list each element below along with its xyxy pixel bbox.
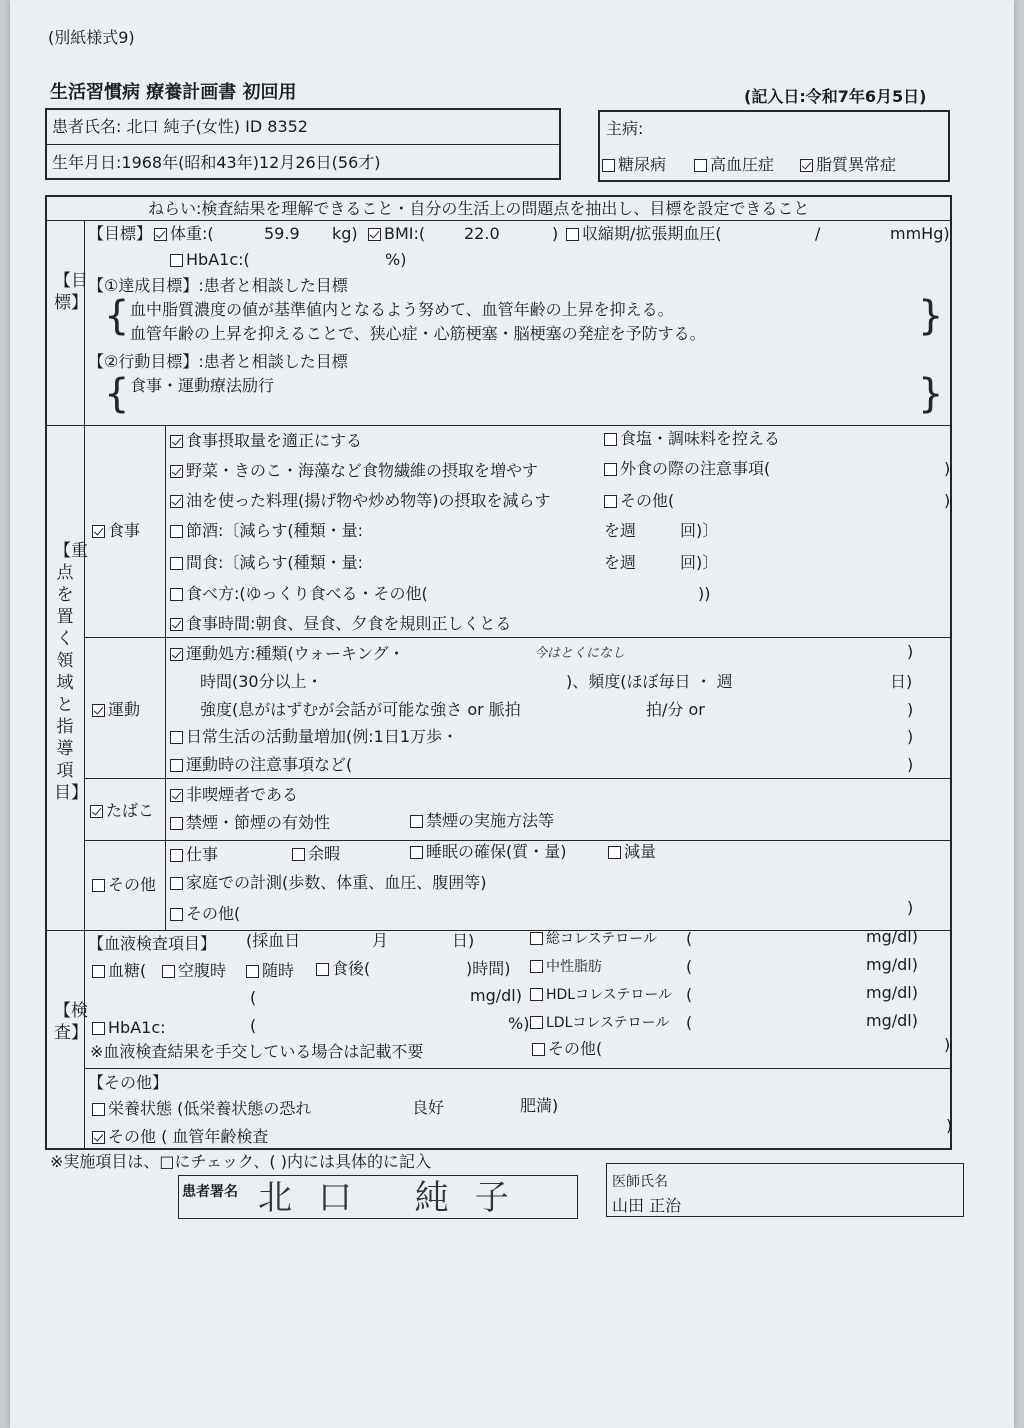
goals-side-label: 【目標】: [54, 271, 88, 313]
checkbox-checked[interactable]: [92, 1131, 105, 1144]
form-number: (別紙様式9): [48, 28, 135, 47]
paren-open: (: [686, 1013, 693, 1032]
exam-note: ※血液検査結果を手交している場合は記載不要: [90, 1042, 424, 1061]
checkbox-checked[interactable]: [368, 228, 381, 241]
paren-close: ): [944, 491, 951, 510]
paren-close: ): [907, 727, 914, 746]
nutrition-status[interactable]: 栄養状態 (低栄養状態の恐れ: [92, 1099, 311, 1119]
other-home[interactable]: 家庭での計測(歩数、体重、血圧、腹囲等): [170, 873, 487, 893]
diet-right-2[interactable]: 外食の際の注意事項(: [604, 459, 770, 479]
unit-mgdl: mg/dl): [866, 955, 918, 974]
paren-close: ): [946, 1116, 953, 1135]
disease-dyslipidemia[interactable]: 脂質異常症: [800, 155, 896, 175]
blood-head: 【血液検査項目】: [88, 934, 217, 953]
exam-other-head: 【その他】: [88, 1073, 169, 1092]
exercise-freq: )、頻度(ほぼ毎日 ・ 週: [566, 672, 733, 691]
checkbox-checked[interactable]: [170, 465, 183, 478]
goal-bp-unit: mmHg): [890, 224, 950, 243]
checkbox[interactable]: [92, 1103, 105, 1116]
exam-side-label: 【検査】: [54, 1001, 88, 1043]
other-leisure[interactable]: 余暇: [292, 844, 340, 864]
checkbox[interactable]: [530, 932, 543, 945]
checkbox[interactable]: [292, 848, 305, 861]
exercise-intensity-mid: 拍/分 or: [646, 700, 705, 719]
brace-right: }: [918, 293, 944, 339]
diet-label[interactable]: 食事: [92, 521, 140, 541]
checkbox[interactable]: [170, 731, 183, 744]
checkbox[interactable]: [170, 877, 183, 890]
glucose-paren: (: [250, 988, 257, 1007]
divider: [46, 220, 951, 221]
disease-hypertension[interactable]: 高血圧症: [694, 155, 774, 175]
checkbox-checked[interactable]: [170, 618, 183, 631]
doctor-name: 山田 正治: [612, 1196, 682, 1215]
brace-left: {: [104, 371, 130, 417]
checkbox[interactable]: [170, 557, 183, 570]
exam-total-chol[interactable]: 総コレステロール: [530, 929, 657, 949]
goal-weight-value: 59.9: [264, 224, 300, 243]
patient-dob: 生年月日:1968年(昭和43年)12月26日(56才): [52, 153, 381, 172]
tobacco-label[interactable]: たばこ: [90, 801, 154, 821]
checkbox[interactable]: [602, 159, 615, 172]
checkbox[interactable]: [92, 879, 105, 892]
checkbox-checked[interactable]: [92, 704, 105, 717]
checkbox[interactable]: [608, 846, 621, 859]
checkbox-checked[interactable]: [800, 159, 813, 172]
checkbox-checked[interactable]: [154, 228, 167, 241]
divider: [165, 425, 166, 930]
other-work[interactable]: 仕事: [170, 845, 218, 865]
tobacco-method[interactable]: 禁煙の実施方法等: [410, 811, 554, 831]
alcohol-week: を週: [604, 521, 637, 540]
exam-hdl[interactable]: HDLコレステロール: [530, 985, 672, 1005]
page-title: 生活習慣病 療養計画書 初回用: [50, 82, 297, 103]
exam-ldl[interactable]: LDLコレステロール: [530, 1013, 669, 1033]
paren-open: (: [686, 929, 693, 948]
paren-open: (: [686, 957, 693, 976]
snack-week: を週: [604, 553, 637, 572]
paren-close: ): [907, 755, 914, 774]
exercise-time: 時間(30分以上・: [200, 672, 323, 691]
other-other[interactable]: その他(: [170, 904, 240, 924]
other-weight-loss[interactable]: 減量: [608, 842, 656, 862]
divider: [84, 840, 951, 841]
checkbox[interactable]: [410, 815, 423, 828]
glucose-random[interactable]: 随時: [246, 961, 294, 981]
checkbox-checked[interactable]: [170, 435, 183, 448]
entry-date: (記入日:令和7年6月5日): [744, 87, 927, 106]
exam-hba1c[interactable]: HbA1c:: [92, 1018, 166, 1038]
checkbox[interactable]: [170, 525, 183, 538]
glucose[interactable]: 血糖(: [92, 961, 146, 981]
checkbox-checked[interactable]: [170, 648, 183, 661]
checkbox-checked[interactable]: [92, 525, 105, 538]
paren-close: ): [907, 898, 914, 917]
achieve-head: 【①達成目標】:患者と相談した目標: [88, 276, 348, 295]
glucose-hours: )時間): [466, 959, 511, 978]
hba1c-unit: %): [508, 1014, 530, 1033]
divider: [84, 778, 951, 779]
glucose-fasting[interactable]: 空腹時: [162, 961, 226, 981]
patient-name: 患者氏名: 北口 純子(女性) ID 8352: [52, 117, 308, 136]
paren-close: ): [944, 459, 951, 478]
exercise-daily[interactable]: 日常生活の活動量増加(例:1日1万歩・: [170, 727, 458, 747]
checkbox[interactable]: [532, 1043, 545, 1056]
paren-open: (: [686, 985, 693, 1004]
checkbox[interactable]: [92, 1022, 105, 1035]
glucose-unit: mg/dl): [470, 986, 522, 1005]
unit-mgdl: mg/dl): [866, 1011, 918, 1030]
unit-mgdl: mg/dl): [866, 983, 918, 1002]
checkbox[interactable]: [170, 759, 183, 772]
checkbox-checked[interactable]: [170, 495, 183, 508]
goal-hba1c-unit: %): [385, 250, 407, 269]
unit-mgdl: mg/dl): [866, 927, 918, 946]
exam-triglyceride[interactable]: 中性脂肪: [530, 957, 602, 977]
checkbox[interactable]: [162, 965, 175, 978]
patient-sign-label: 患者署名: [182, 1184, 238, 1200]
paren-close: ): [944, 1035, 951, 1054]
eating-close: )): [698, 584, 711, 603]
sampling-date: (採血日: [246, 931, 301, 950]
diet-item-2[interactable]: 野菜・きのこ・海藻など食物繊維の摂取を増やす: [170, 461, 538, 481]
checkbox[interactable]: [566, 228, 579, 241]
checkbox[interactable]: [604, 463, 617, 476]
divider: [46, 144, 560, 145]
checkbox-checked[interactable]: [90, 805, 103, 818]
paren-close: ): [907, 700, 914, 719]
doctor-label: 医師氏名: [612, 1174, 668, 1190]
handwritten-note: 今はとくになし: [534, 646, 626, 661]
tobacco-effect[interactable]: 禁煙・節煙の有効性: [170, 813, 330, 833]
goal-bmi[interactable]: BMI:(: [368, 224, 425, 244]
achieve-line-2: 血管年齢の上昇を抑えることで、狭心症・心筋梗塞・脳梗塞の発症を予防する。: [130, 324, 706, 343]
goal-weight[interactable]: 体重:(: [154, 224, 214, 244]
goals-head: 【目標】: [88, 224, 153, 243]
exam-other[interactable]: その他(: [532, 1039, 602, 1059]
goal-bmi-close: ): [552, 224, 559, 243]
checkbox[interactable]: [604, 433, 617, 446]
checkbox[interactable]: [316, 963, 329, 976]
paren-close: ): [907, 642, 914, 661]
tobacco-nonsmoker[interactable]: 非喫煙者である: [170, 785, 298, 805]
brace-left: {: [104, 293, 130, 339]
checkbox[interactable]: [530, 988, 543, 1001]
nutrition-obese: 肥満): [520, 1096, 559, 1115]
sampling-day: 日): [452, 931, 475, 950]
nutrition-good: 良好: [412, 1098, 445, 1117]
disease-diabetes[interactable]: 糖尿病: [602, 155, 666, 175]
goal-bp-slash: /: [815, 224, 821, 243]
goal-hba1c[interactable]: HbA1c:(: [170, 250, 250, 270]
brace-right: }: [918, 371, 944, 417]
exercise-intensity: 強度(息がはずむが会話が可能な強さ or 脈拍: [200, 700, 521, 719]
diet-alcohol[interactable]: 節酒:〔減らす(種類・量:: [170, 521, 363, 541]
diet-item-1[interactable]: 食事摂取量を適正にする: [170, 431, 362, 451]
checkbox[interactable]: [694, 159, 707, 172]
exercise-prescription[interactable]: 運動処方:種類(ウォーキング・: [170, 644, 405, 664]
checkbox[interactable]: [530, 960, 543, 973]
patient-signature: 北口 純子: [258, 1178, 535, 1218]
disease-label: 主病:: [606, 119, 644, 138]
divider: [84, 1068, 951, 1069]
goal-bmi-value: 22.0: [464, 224, 500, 243]
exercise-freq-close: 日): [890, 672, 913, 691]
exercise-label[interactable]: 運動: [92, 700, 140, 720]
diet-right-3[interactable]: その他(: [604, 491, 674, 511]
checkbox[interactable]: [410, 846, 423, 859]
focus-side-label: 【重点を置く領域と指導項目】: [54, 541, 88, 803]
hba1c-paren: (: [250, 1016, 257, 1035]
snack-times: 回)〕: [680, 553, 719, 572]
checkbox[interactable]: [170, 908, 183, 921]
exam-other-item[interactable]: その他 ( 血管年齢検査: [92, 1127, 268, 1147]
divider: [84, 637, 951, 638]
checkbox[interactable]: [170, 588, 183, 601]
action-line: 食事・運動療法励行: [130, 376, 275, 395]
aim-text: ねらい:検査結果を理解できること・自分の生活上の問題点を抽出し、目標を設定できること: [148, 199, 810, 218]
checkbox[interactable]: [92, 965, 105, 978]
other-label[interactable]: その他: [92, 875, 156, 895]
diet-right-1[interactable]: 食塩・調味料を控える: [604, 429, 780, 449]
goal-bp[interactable]: 収縮期/拡張期血圧(: [566, 224, 722, 244]
checkbox[interactable]: [170, 817, 183, 830]
alcohol-times: 回)〕: [680, 521, 719, 540]
diet-item-3[interactable]: 油を使った料理(揚げ物や炒め物等)の摂取を減らす: [170, 491, 551, 511]
goal-weight-unit: kg): [332, 224, 358, 243]
exercise-caution[interactable]: 運動時の注意事項など(: [170, 755, 352, 775]
checkbox-checked[interactable]: [170, 789, 183, 802]
other-sleep[interactable]: 睡眠の確保(質・量): [410, 842, 567, 862]
divider: [46, 930, 951, 931]
footer-note: ※実施項目は、□にチェック、( )内には具体的に記入: [50, 1152, 431, 1171]
sampling-month: 月: [372, 931, 389, 950]
checkbox[interactable]: [530, 1016, 543, 1029]
diet-eating[interactable]: 食べ方:(ゆっくり食べる・その他(: [170, 584, 428, 604]
checkbox[interactable]: [246, 965, 259, 978]
divider: [46, 425, 951, 426]
action-head: 【②行動目標】:患者と相談した目標: [88, 352, 348, 371]
checkbox[interactable]: [170, 849, 183, 862]
glucose-postmeal[interactable]: 食後(: [316, 959, 370, 979]
achieve-line-1: 血中脂質濃度の値が基準値内となるよう努めて、血管年齢の上昇を抑える。: [130, 300, 674, 319]
diet-snack[interactable]: 間食:〔減らす(種類・量:: [170, 553, 363, 573]
checkbox[interactable]: [170, 254, 183, 267]
checkbox[interactable]: [604, 495, 617, 508]
diet-mealtime[interactable]: 食事時間:朝食、昼食、夕食を規則正しくとる: [170, 614, 511, 634]
